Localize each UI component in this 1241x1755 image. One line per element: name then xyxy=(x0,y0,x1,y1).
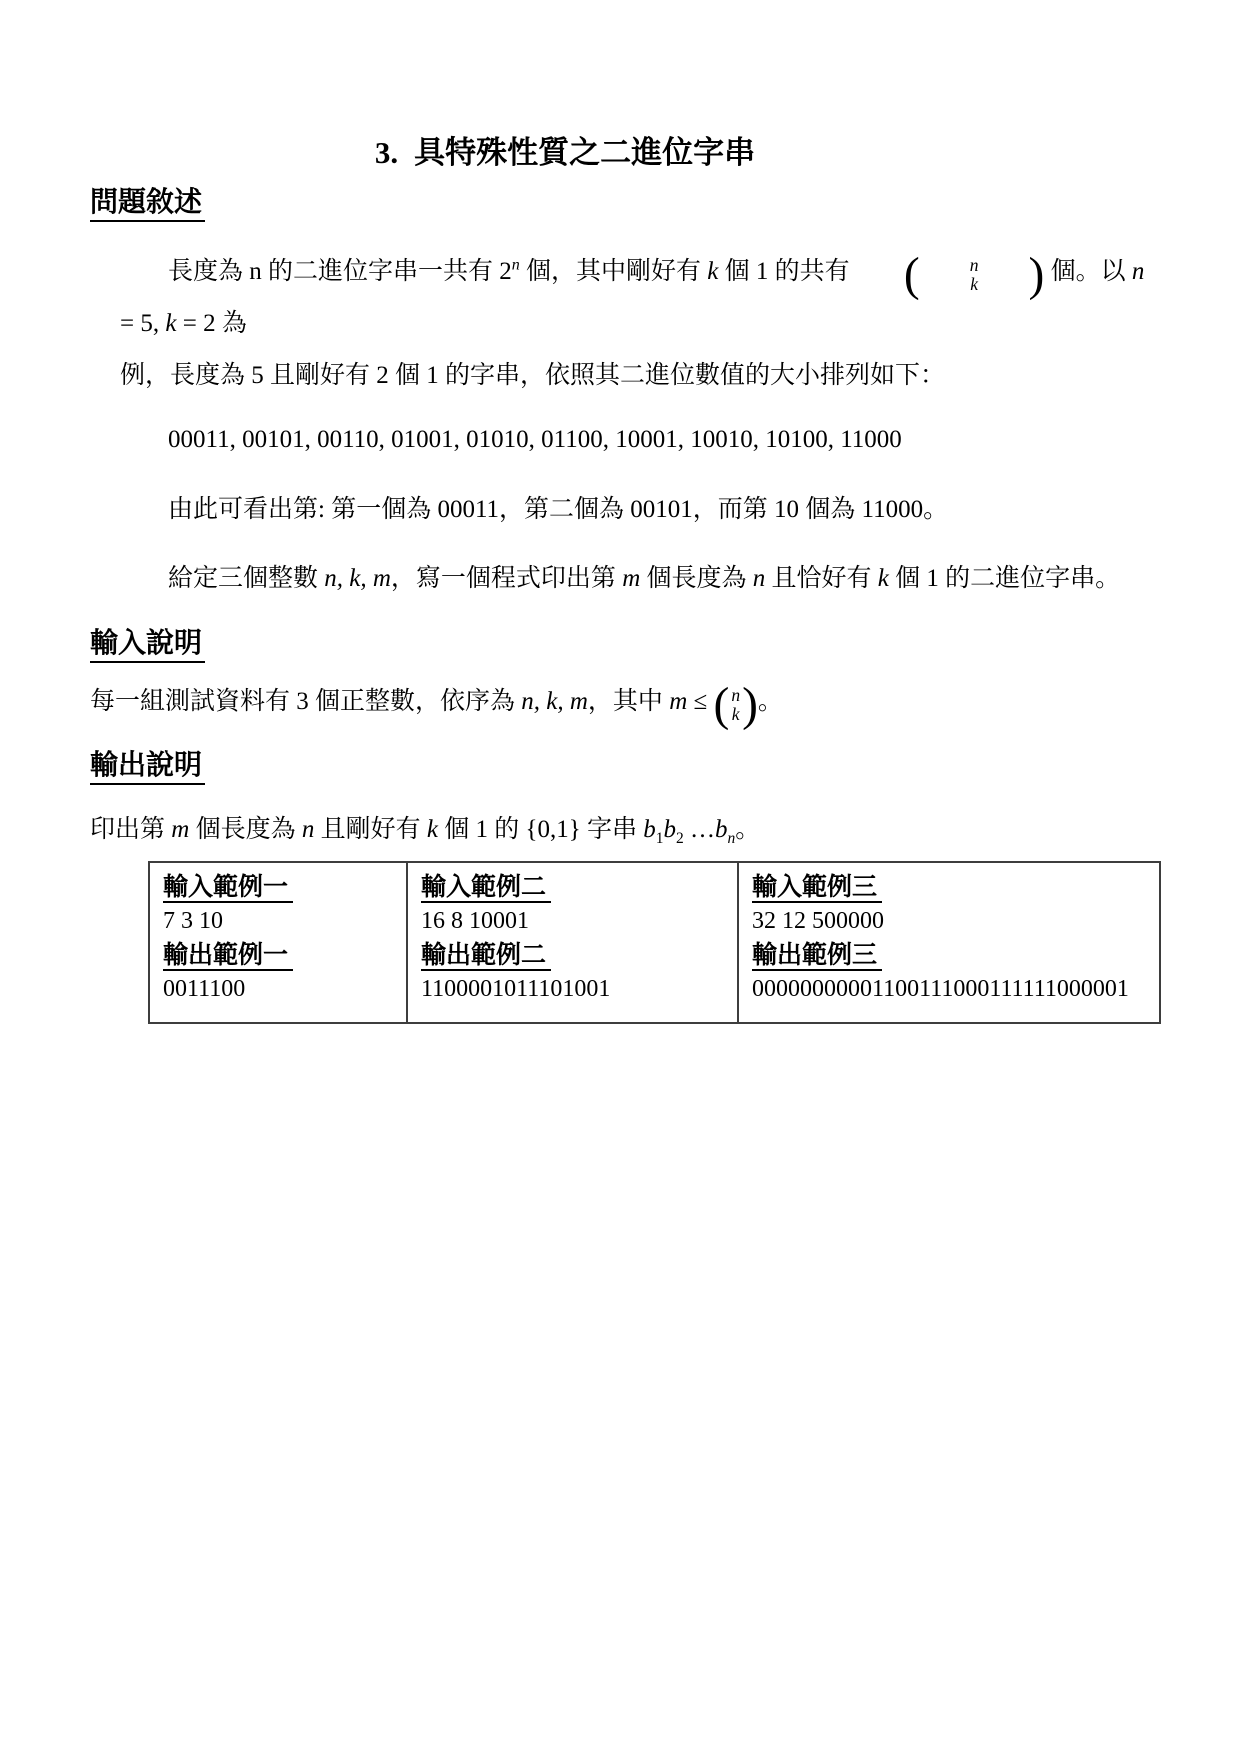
binomial-stack xyxy=(920,256,981,294)
paragraph-problem-intro-line2: 例，長度為 5 且剛好有 2 個 1 的字串，依照其二進位數值的大小排列如下： xyxy=(120,362,946,389)
text-segment: 個長度為 xyxy=(189,816,302,843)
output-example-1-label xyxy=(163,938,400,973)
variable-b1: b xyxy=(643,816,656,843)
text-segment: 且恰好有 xyxy=(765,565,878,592)
text-segment: ，其中 xyxy=(587,688,670,715)
close-paren: ) xyxy=(742,678,758,731)
variable-n: n xyxy=(752,565,766,592)
paragraph-input-desc xyxy=(90,678,1161,731)
text-segment: 。 xyxy=(735,816,761,843)
ellipsis: … xyxy=(683,816,715,843)
open-paren: ( xyxy=(713,678,730,731)
subscript-2: 2 xyxy=(675,830,684,847)
close-paren: ) xyxy=(1028,248,1045,301)
subscript-1: 1 xyxy=(655,830,664,847)
paragraph-output-desc xyxy=(90,811,1161,849)
power-exponent: n xyxy=(511,256,520,274)
text-segment: 印出第 xyxy=(90,816,172,843)
binomial-coefficient xyxy=(713,678,758,731)
power-base: 2 xyxy=(499,258,512,285)
binomial-bottom: k xyxy=(731,703,740,724)
input-example-1-label xyxy=(163,870,400,905)
input-example-1-value: 7 3 10 xyxy=(163,908,223,934)
paragraph-task xyxy=(120,561,1161,597)
text-segment: 且剛好有 xyxy=(314,816,427,843)
variable-k: k xyxy=(707,258,719,285)
variable-bn: b xyxy=(714,816,728,843)
input-example-2-label xyxy=(421,870,731,905)
output-example-2-label-text: 輸出範例二 xyxy=(421,942,551,971)
example-column-1 xyxy=(150,863,406,1022)
variable-n: n xyxy=(1131,258,1145,285)
example-column-2 xyxy=(406,863,739,1022)
output-example-3-value: 00000000001100111000111111000001 xyxy=(752,976,1129,1002)
output-example-3-label-text: 輸出範例三 xyxy=(752,942,882,971)
output-example-1-value: 0011100 xyxy=(163,976,246,1002)
text-segment: 。 xyxy=(757,688,783,715)
output-example-1-label-text: 輸出範例一 xyxy=(163,942,293,971)
variable-m: m xyxy=(171,816,190,843)
variable-n: n xyxy=(301,816,315,843)
power-expression xyxy=(499,258,520,285)
output-example-3-label xyxy=(752,938,1153,973)
section-problem xyxy=(90,186,1161,222)
variable-k: k xyxy=(877,565,889,592)
binomial-coefficient xyxy=(856,248,1045,301)
section-heading-output: 輸出說明 xyxy=(90,749,205,785)
binomial-bottom: k xyxy=(970,273,978,294)
text-segment: ，寫一個程式印出第 xyxy=(390,565,623,592)
text-segment: 個 1 的二進位字串。 xyxy=(888,565,1121,592)
input-example-2-value: 16 8 10001 xyxy=(421,908,529,934)
variable-m: m xyxy=(622,565,641,592)
binomial-top: n xyxy=(969,254,979,275)
text-segment: 長度為 n 的二進位字串一共有 xyxy=(168,258,500,285)
text-segment: 個 1 的 {0,1} 字串 xyxy=(437,816,644,843)
output-example-2-label xyxy=(421,938,731,973)
variables-nkm: n, k, m xyxy=(324,565,391,592)
binomial-top: n xyxy=(731,684,741,705)
title-number: 3. xyxy=(374,135,399,170)
variable-b2: b xyxy=(663,816,676,843)
input-example-3-value: 32 12 500000 xyxy=(752,908,884,934)
section-input xyxy=(90,627,1161,663)
output-example-2-value: 1100001011101001 xyxy=(421,976,611,1002)
variable-k: k xyxy=(426,816,438,843)
open-paren: ( xyxy=(903,248,920,301)
title-text: 具特殊性質之二進位字串 xyxy=(414,135,756,170)
examples-table xyxy=(148,861,1161,1024)
binary-strings-list: 00011, 00101, 00110, 01001, 01010, 01100, 10001, 10010, 10100, 11000 xyxy=(168,426,902,453)
text-segment: = 5, xyxy=(120,310,166,337)
text-segment: = 2 為 xyxy=(176,310,247,337)
input-example-3-label-text: 輸入範例三 xyxy=(752,874,882,903)
page-title xyxy=(90,134,1040,172)
variables-nkm: n, k, m xyxy=(521,688,588,715)
subscript-n: n xyxy=(727,830,736,847)
section-heading-input: 輸入說明 xyxy=(90,627,205,663)
paragraph-problem-intro xyxy=(120,246,1161,402)
binomial-stack xyxy=(729,686,742,724)
input-example-2-label-text: 輸入範例二 xyxy=(421,874,551,903)
text-segment: 個 1 的共有 xyxy=(718,258,856,285)
text-segment: 個。以 xyxy=(1044,258,1132,285)
text-segment: 每一組測試資料有 3 個正整數，依序為 xyxy=(90,688,522,715)
example-column-3 xyxy=(739,863,1159,1022)
text-segment: 給定三個整數 xyxy=(168,565,325,592)
variable-k: k xyxy=(165,310,177,337)
paragraph-problem-intro-line1 xyxy=(120,246,1161,350)
input-example-1-label-text: 輸入範例一 xyxy=(163,874,293,903)
paragraph-observation: 由此可看出第: 第一個為 00011，第二個為 00101，而第 10 個為 11000。 xyxy=(168,496,949,523)
section-heading-problem: 問題敘述 xyxy=(90,186,205,222)
section-output xyxy=(90,749,1161,785)
text-segment: 個長度為 xyxy=(640,565,753,592)
less-equal-sign: ≤ xyxy=(687,688,714,715)
input-example-3-label xyxy=(752,870,1153,905)
variable-m: m xyxy=(669,688,688,715)
text-segment: 個，其中剛好有 xyxy=(519,258,708,285)
